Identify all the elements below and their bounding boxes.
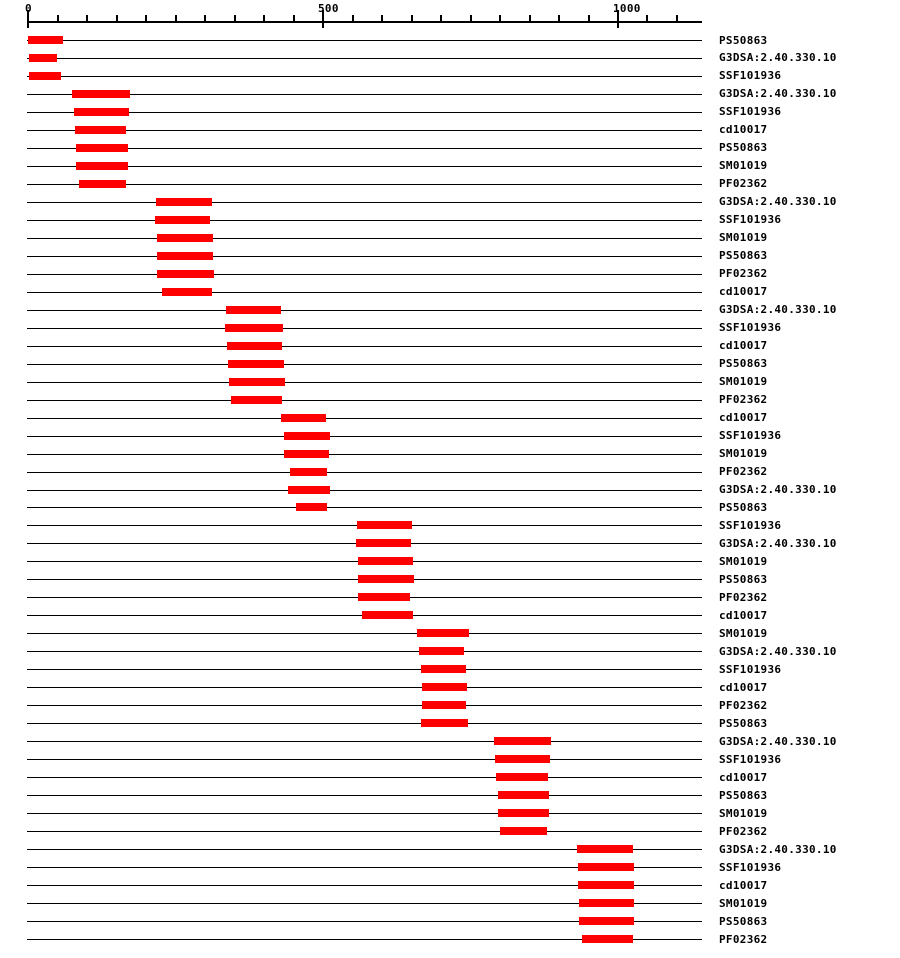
track-line xyxy=(27,130,702,131)
track-line xyxy=(27,705,702,706)
track-line xyxy=(27,58,702,59)
domain-bar xyxy=(227,342,282,350)
domain-bar xyxy=(356,539,411,547)
ruler-tick-minor xyxy=(470,15,472,23)
domain-bar xyxy=(578,863,634,871)
ruler-tick-minor xyxy=(440,15,442,23)
track-line xyxy=(27,490,702,491)
row-label: SSF101936 xyxy=(719,753,782,766)
row-label: G3DSA:2.40.330.10 xyxy=(719,303,837,316)
track-line xyxy=(27,166,702,167)
ruler-tick-minor xyxy=(145,15,147,23)
domain-bar xyxy=(579,899,634,907)
domain-bar xyxy=(157,270,214,278)
domain-bar xyxy=(494,737,551,745)
track-line xyxy=(27,436,702,437)
track-line xyxy=(27,777,702,778)
row-label: SSF101936 xyxy=(719,663,782,676)
domain-bar xyxy=(496,773,548,781)
ruler-tick-minor xyxy=(116,15,118,23)
row-label: PF02362 xyxy=(719,465,768,478)
row-label: PS50863 xyxy=(719,357,768,370)
track-line xyxy=(27,220,702,221)
domain-bar xyxy=(29,54,57,62)
domain-bar xyxy=(495,755,550,763)
row-label: G3DSA:2.40.330.10 xyxy=(719,537,837,550)
row-label: PS50863 xyxy=(719,789,768,802)
track-line xyxy=(27,472,702,473)
row-label: cd10017 xyxy=(719,681,768,694)
track-line xyxy=(27,633,702,634)
domain-bar xyxy=(498,791,549,799)
row-label: G3DSA:2.40.330.10 xyxy=(719,483,837,496)
row-label: PS50863 xyxy=(719,34,768,47)
domain-bar xyxy=(290,468,327,476)
row-label: SSF101936 xyxy=(719,213,782,226)
domain-bar xyxy=(225,324,283,332)
row-label: SSF101936 xyxy=(719,105,782,118)
domain-bar xyxy=(358,593,410,601)
track-line xyxy=(27,328,702,329)
track-line xyxy=(27,651,702,652)
row-label: SM01019 xyxy=(719,375,768,388)
domain-bar xyxy=(422,683,467,691)
row-label: PS50863 xyxy=(719,249,768,262)
domain-bar xyxy=(29,72,61,80)
domain-bar xyxy=(296,503,327,511)
domain-bar xyxy=(579,917,634,925)
domain-bar xyxy=(582,935,633,943)
row-label: cd10017 xyxy=(719,771,768,784)
domain-bar xyxy=(28,36,63,44)
ruler-tick-minor xyxy=(263,15,265,23)
row-label: SSF101936 xyxy=(719,519,782,532)
row-label: PF02362 xyxy=(719,699,768,712)
domain-bar xyxy=(226,306,281,314)
track-line xyxy=(27,346,702,347)
ruler-tick-minor xyxy=(293,15,295,23)
domain-bar xyxy=(288,486,330,494)
domain-bar xyxy=(362,611,413,619)
track-line xyxy=(27,364,702,365)
ruler-tick-minor xyxy=(86,15,88,23)
row-label: cd10017 xyxy=(719,339,768,352)
row-label: SSF101936 xyxy=(719,429,782,442)
row-label: SSF101936 xyxy=(719,69,782,82)
ruler-tick-minor xyxy=(175,15,177,23)
track-line xyxy=(27,795,702,796)
row-label: SSF101936 xyxy=(719,321,782,334)
track-line xyxy=(27,274,702,275)
row-label: SM01019 xyxy=(719,231,768,244)
domain-bar xyxy=(498,809,549,817)
ruler-tick-minor xyxy=(352,15,354,23)
row-label: SM01019 xyxy=(719,897,768,910)
domain-bar xyxy=(72,90,130,98)
domain-bar xyxy=(284,432,330,440)
track-line xyxy=(27,40,702,41)
domain-bar xyxy=(75,126,126,134)
domain-bar xyxy=(500,827,547,835)
row-label: PF02362 xyxy=(719,177,768,190)
ruler-tick-minor xyxy=(411,15,413,23)
domain-bar xyxy=(162,288,212,296)
track-line xyxy=(27,813,702,814)
row-label: G3DSA:2.40.330.10 xyxy=(719,843,837,856)
row-label: SM01019 xyxy=(719,555,768,568)
row-label: SM01019 xyxy=(719,807,768,820)
domain-bar xyxy=(74,108,129,116)
domain-bar xyxy=(422,701,466,709)
row-label: PF02362 xyxy=(719,393,768,406)
row-label: PF02362 xyxy=(719,591,768,604)
domain-bar xyxy=(419,647,464,655)
track-line xyxy=(27,669,702,670)
track-line xyxy=(27,723,702,724)
track-line xyxy=(27,382,702,383)
row-label: G3DSA:2.40.330.10 xyxy=(719,51,837,64)
row-label: PS50863 xyxy=(719,141,768,154)
domain-bar xyxy=(228,360,284,368)
track-line xyxy=(27,310,702,311)
ruler-tick-label: 1000 xyxy=(613,2,641,15)
domain-bar xyxy=(358,557,413,565)
track-line xyxy=(27,454,702,455)
row-label: G3DSA:2.40.330.10 xyxy=(719,195,837,208)
ruler-tick-minor xyxy=(588,15,590,23)
track-line xyxy=(27,238,702,239)
row-label: PS50863 xyxy=(719,573,768,586)
row-label: cd10017 xyxy=(719,609,768,622)
row-label: PF02362 xyxy=(719,825,768,838)
track-line xyxy=(27,831,702,832)
row-label: PS50863 xyxy=(719,915,768,928)
track-line xyxy=(27,418,702,419)
domain-bar xyxy=(157,252,213,260)
row-label: PF02362 xyxy=(719,933,768,946)
ruler-tick-minor xyxy=(529,15,531,23)
track-line xyxy=(27,292,702,293)
ruler-tick-minor xyxy=(646,15,648,23)
track-line xyxy=(27,76,702,77)
row-label: PS50863 xyxy=(719,717,768,730)
domain-bar xyxy=(76,144,128,152)
row-label: cd10017 xyxy=(719,123,768,136)
row-label: SSF101936 xyxy=(719,861,782,874)
ruler-tick-minor xyxy=(234,15,236,23)
row-label: SM01019 xyxy=(719,159,768,172)
ruler-tick-minor xyxy=(499,15,501,23)
ruler-tick-minor xyxy=(204,15,206,23)
track-line xyxy=(27,184,702,185)
ruler-tick-label: 500 xyxy=(318,2,339,15)
ruler-tick-minor xyxy=(558,15,560,23)
row-label: SM01019 xyxy=(719,447,768,460)
domain-bar xyxy=(284,450,329,458)
domain-bar xyxy=(229,378,285,386)
domain-bar xyxy=(358,575,414,583)
domain-bar xyxy=(417,629,469,637)
row-label: cd10017 xyxy=(719,285,768,298)
track-line xyxy=(27,202,702,203)
track-line xyxy=(27,741,702,742)
domain-bar xyxy=(231,396,282,404)
row-label: G3DSA:2.40.330.10 xyxy=(719,645,837,658)
track-line xyxy=(27,400,702,401)
row-label: SM01019 xyxy=(719,627,768,640)
ruler-tick-minor xyxy=(57,15,59,23)
ruler-tick-minor xyxy=(676,15,678,23)
row-label: G3DSA:2.40.330.10 xyxy=(719,87,837,100)
row-label: PS50863 xyxy=(719,501,768,514)
ruler-tick-label: 0 xyxy=(25,2,32,15)
domain-bar xyxy=(76,162,128,170)
track-line xyxy=(27,256,702,257)
domain-bar xyxy=(79,180,126,188)
ruler-tick-minor xyxy=(381,15,383,23)
domain-bar xyxy=(155,216,210,224)
row-label: cd10017 xyxy=(719,411,768,424)
track-line xyxy=(27,507,702,508)
domain-bar xyxy=(157,234,213,242)
row-label: cd10017 xyxy=(719,879,768,892)
ruler-baseline xyxy=(27,21,702,23)
domain-bar xyxy=(577,845,633,853)
track-line xyxy=(27,687,702,688)
domain-bar xyxy=(578,881,634,889)
domain-bar xyxy=(421,665,466,673)
domain-bar xyxy=(281,414,326,422)
row-label: G3DSA:2.40.330.10 xyxy=(719,735,837,748)
track-line xyxy=(27,759,702,760)
row-label: PF02362 xyxy=(719,267,768,280)
domain-bar xyxy=(357,521,412,529)
track-line xyxy=(27,148,702,149)
domain-bar xyxy=(156,198,212,206)
domain-bar xyxy=(421,719,468,727)
